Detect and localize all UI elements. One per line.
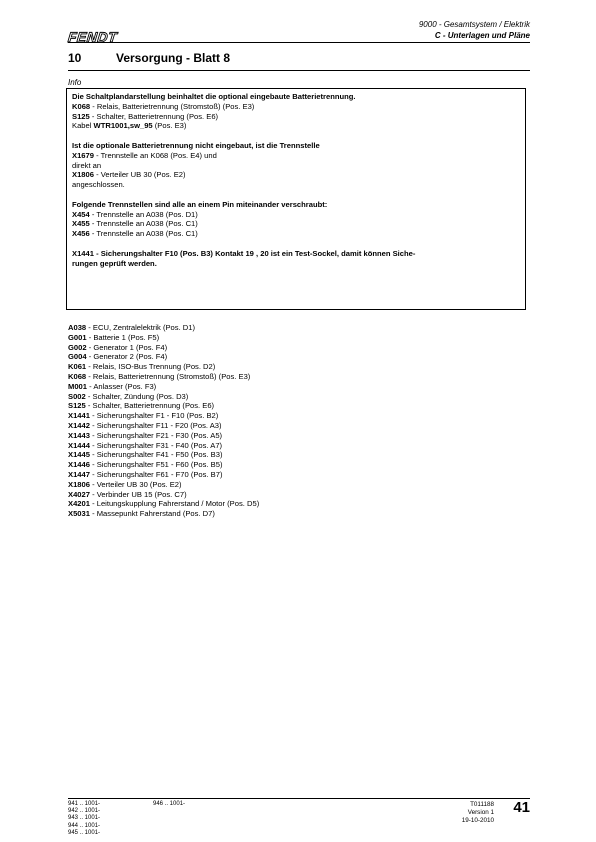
info-cable: [72, 121, 520, 131]
footer-model-code-mid: 946 .. 1001-: [153, 801, 186, 807]
item-text: - Verteiler UB 30 (Pos. E2): [93, 170, 186, 180]
component-item: [68, 352, 259, 362]
component-text: - Sicherungshalter F31 - F40 (Pos. A7): [89, 440, 223, 450]
header-info: [419, 20, 530, 41]
item-code: X1679: [72, 150, 94, 160]
info-label: Info: [68, 78, 82, 87]
component-code: G002: [68, 342, 87, 352]
component-item: [68, 480, 259, 490]
item-code: X454: [72, 209, 90, 219]
footer-model-codes: [68, 801, 100, 837]
header-rule: [68, 42, 530, 43]
component-text: - Relais, ISO-Bus Trennung (Pos. D2): [86, 362, 216, 372]
component-code: A038: [68, 323, 87, 332]
info-note-3: Folgende Trennstellen sind alle an einem Pin miteinander verschraubt:: [72, 199, 328, 209]
info-item: [72, 170, 520, 180]
footer-model-code: 942 .. 1001-: [68, 808, 101, 815]
footer-model-code: 943 .. 1001-: [68, 815, 101, 822]
info-note-4-cont: rungen geprüft werden.: [72, 258, 157, 268]
info-angeschlossen: angeschlossen.: [72, 180, 125, 190]
component-text: - Schalter, Batterietrennung (Pos. E6): [85, 401, 215, 411]
component-text: - Generator 1 (Pos. F4): [86, 342, 168, 352]
component-code: X1806: [68, 479, 90, 489]
component-item: [68, 421, 259, 431]
page-number: 41: [513, 799, 530, 816]
component-text: - Schalter, Zündung (Pos. D3): [85, 391, 189, 401]
item-text: - Relais, Batterietrennung (Stromstoß) (Pos. E3): [90, 101, 255, 111]
component-text: - Anlasser (Pos. F3): [87, 381, 157, 391]
doc-date: 19-10-2010: [461, 817, 494, 824]
fendt-logo: FENDT: [67, 29, 119, 45]
item-text: - Trennstelle an A038 (Pos. D1): [89, 209, 198, 219]
item-text: - Schalter, Batterietrennung (Pos. E6): [89, 111, 219, 121]
component-item: [68, 323, 259, 333]
item-code: S125: [72, 111, 90, 121]
component-code: X4027: [68, 489, 90, 499]
footer-model-code: 944 .. 1001-: [68, 822, 101, 829]
component-item: [68, 490, 259, 500]
item-code: X1806: [72, 170, 94, 180]
info-item: [72, 219, 520, 229]
component-item: [68, 392, 259, 402]
component-code: X1446: [68, 460, 90, 470]
component-item: [68, 450, 259, 460]
component-text: - Sicherungshalter F61 - F70 (Pos. B7): [89, 469, 223, 479]
header-line-2: C - Unterlagen und Pläne: [434, 30, 530, 40]
component-text: - ECU, Zentralelektrik (Pos. D1): [86, 323, 196, 332]
info-item: [72, 102, 520, 112]
component-item: [68, 470, 259, 480]
component-code: K061: [68, 362, 87, 372]
component-code: X4201: [68, 499, 90, 509]
info-item: [72, 112, 520, 122]
footer-model-code: 941 .. 1001-: [68, 801, 101, 807]
component-item: [68, 401, 259, 411]
item-text: - Trennstelle an A038 (Pos. C1): [89, 219, 198, 229]
component-code: S002: [68, 391, 86, 401]
component-code: G004: [68, 352, 87, 362]
doc-number: T011188: [470, 801, 494, 808]
component-text: - Leitungskupplung Fahrerstand / Motor (Pos. D5): [89, 499, 260, 509]
component-code: X1441: [68, 411, 90, 421]
component-text: - Sicherungshalter F51 - F60 (Pos. B5): [89, 460, 223, 470]
component-item: [68, 460, 259, 470]
chapter-number: 10: [68, 51, 82, 65]
component-text: - Verteiler UB 30 (Pos. E2): [89, 479, 182, 489]
title-rule: [68, 70, 530, 71]
info-box: [66, 88, 526, 310]
component-text: - Sicherungshalter F1 - F10 (Pos. B2): [89, 411, 219, 421]
footer-model-code: 945 .. 1001-: [68, 829, 101, 836]
doc-version: Version 1: [467, 809, 494, 816]
item-code: K068: [72, 101, 91, 111]
component-code: X1445: [68, 450, 90, 460]
cable-code: WTR1001,sw_95: [93, 121, 153, 131]
component-text: - Sicherungshalter F11 - F20 (Pos. A3): [89, 420, 222, 430]
component-code: X1443: [68, 430, 90, 440]
info-note-2: Ist die optionale Batterietrennung nicht eingebaut, ist die Trennstelle: [72, 140, 320, 150]
component-item: [68, 333, 259, 343]
cable-text: (Pos. E3): [152, 121, 187, 131]
component-item: [68, 431, 259, 441]
footer-meta: [430, 801, 494, 825]
component-code: X1442: [68, 420, 90, 430]
component-item: [68, 411, 259, 421]
component-item: [68, 372, 259, 382]
component-code: G001: [68, 332, 87, 342]
chapter-title: Versorgung - Blatt 8: [116, 51, 231, 65]
item-code: X455: [72, 219, 90, 229]
component-text: - Sicherungshalter F41 - F50 (Pos. B3): [89, 450, 223, 460]
component-list: [68, 323, 259, 519]
info-item: [72, 151, 520, 161]
component-item: [68, 382, 259, 392]
component-text: - Massepunkt Fahrerstand (Pos. D7): [89, 509, 215, 519]
component-code: X1444: [68, 440, 90, 450]
component-text: - Relais, Batterietrennung (Stromstoß) (Pos. E3): [86, 371, 251, 381]
component-code: S125: [68, 401, 86, 411]
component-code: K068: [68, 371, 87, 381]
component-item: [68, 362, 259, 372]
component-code: X1447: [68, 469, 90, 479]
component-text: - Generator 2 (Pos. F4): [86, 352, 168, 362]
component-text: - Sicherungshalter F21 - F30 (Pos. A5): [89, 430, 223, 440]
info-note-4: X1441 - Sicherungshalter F10 (Pos. B3) Kontakt 19 , 20 ist ein Test-Sockel, damit können Siche-: [72, 248, 416, 258]
cable-prefix: Kabel: [72, 121, 94, 131]
item-text: - Trennstelle an A038 (Pos. C1): [89, 229, 198, 239]
item-text: - Trennstelle an K068 (Pos. E4) und: [93, 150, 217, 160]
component-item: [68, 343, 259, 353]
info-item: [72, 210, 520, 220]
component-item: [68, 509, 259, 519]
component-text: - Batterie 1 (Pos. F5): [86, 332, 160, 342]
component-code: X5031: [68, 509, 90, 519]
component-item: [68, 499, 259, 509]
info-intro: Die Schaltplandarstellung beinhaltet die optional eingebaute Batterietrennung.: [72, 92, 356, 101]
component-text: - Verbinder UB 15 (Pos. C7): [89, 489, 187, 499]
footer-rule: [68, 798, 530, 799]
info-item: [72, 229, 520, 239]
header-line-1: 9000 - Gesamtsystem / Elektrik: [418, 20, 530, 29]
component-code: M001: [68, 381, 87, 391]
component-item: [68, 441, 259, 451]
info-direkt: direkt an: [72, 160, 102, 170]
item-code: X456: [72, 229, 90, 239]
